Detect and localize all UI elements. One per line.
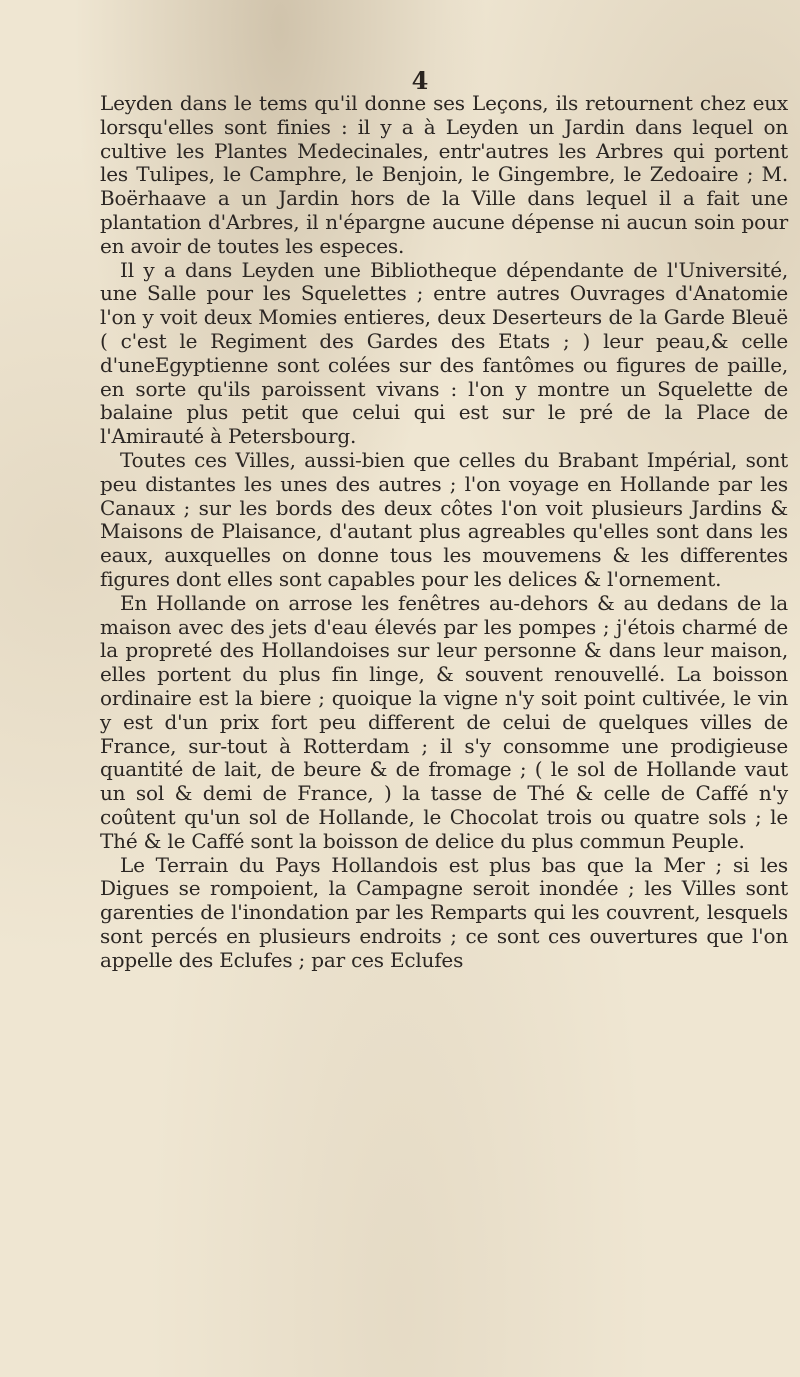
paragraph-1: Leyden dans le tems qu'il donne ses Leçons, ils retournent chez eux lorsqu'elles sont finies : il y a à Leyden un Jardin dans lequel on cultive les Plantes Medecinales, entr'autres les Arbres qui portent les Tulipes, le Camphre, le Benjoin, le Gingembre, le Zedoaire ; M. Boërhaave a un Jardin hors de la Ville dans lequel il a fait une plantation d'Arbres, il n'épargne aucune dépense ni aucun soin pour en avoir de toutes les especes. <box>100 91 788 258</box>
paragraph-2: Il y a dans Leyden une Bibliotheque dépendante de l'Université, une Salle pour les Squelettes ; entre autres Ouvrages d'Anatomie l'on y voit deux Momies entieres, deux Deserteurs de la Garde Bleuë ( c'est le Regiment des Gardes des Etats ; ) leur peau,& celle d'uneEgyptienne sont colées sur des fantômes ou figures de paille, en sorte qu'ils paroissent vivans : l'on y montre un Squelette de balaine plus petit que celui qui est sur le pré de la Place de l'Amirauté à Petersbourg. <box>100 257 788 449</box>
body-text <box>100 92 788 972</box>
paragraph-3: Toutes ces Villes, aussi-bien que celles du Brabant Impérial, sont peu distantes les unes des autres ; l'on voyage en Hollande par les Canaux ; sur les bords des deux côtes l'on voit plusieurs Jardins & Maisons de Plaisance, d'autant plus agreables qu'elles sont dans les eaux, auxquelles on donne tous les mouvemens & les differentes figures dont elles sont capables pour les delices & l'ornement. <box>100 447 788 591</box>
page-number: 4 <box>411 66 429 95</box>
paragraph-5: Le Terrain du Pays Hollandois est plus bas que la Mer ; si les Digues se rompoient, la Campagne seroit inondée ; les Villes sont garenties de l'inondation par les Remparts qui les couvrent, lesquels sont percés en plusieurs endroits ; ce sont ces ouvertures que l'on appelle des Eclufes ; par ces Eclufes <box>100 852 788 972</box>
paragraph-4: En Hollande on arrose les fenêtres au-dehors & au dedans de la maison avec des jets d'eau élevés par les pompes ; j'étois charmé de la propreté des Hollandoises sur leur personne & dans leur maison, elles portent du plus fin linge, & souvent renouvellé. La boisson ordinaire est la biere ; quoique la vigne n'y soit point cultivée, le vin y est d'un prix fort peu different de celui de quelques villes de France, sur-tout à Rotterdam ; il s'y consomme une prodigieuse quantité de lait, de beure & de fromage ; ( le sol de Hollande vaut un sol & demi de France, ) la tasse de Thé & celle de Caffé n'y coûtent qu'un sol de Hollande, le Chocolat trois ou quatre sols ; le Thé & le Caffé sont la boisson de delice du plus commun Peuple. <box>100 590 788 853</box>
